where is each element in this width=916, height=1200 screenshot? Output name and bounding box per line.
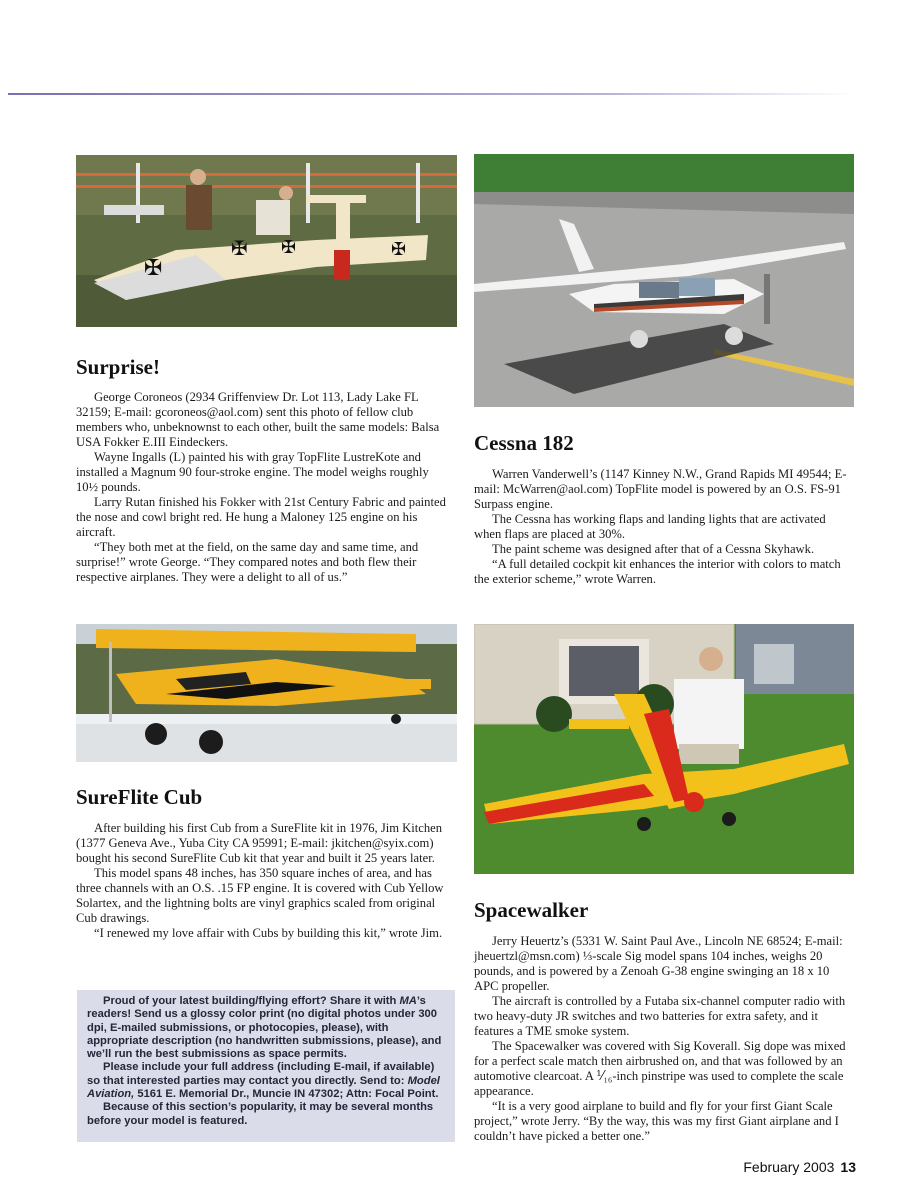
svg-text:✠: ✠ — [391, 239, 407, 260]
paragraph: The Spacewalker was covered with Sig Koverall. Sig dope was mixed for a perfect scale match then airbrushed on, and that was followed by an automotive clearcoat. A ⅟₁₆-inch pinstripe was used to complete the scale appearance. — [474, 1039, 846, 1098]
article-title-spacewalker: Spacewalker — [474, 898, 589, 922]
page-footer — [743, 1159, 856, 1175]
photo-spacewalker — [474, 624, 854, 874]
article-body-surprise — [76, 390, 452, 585]
paragraph: George Coroneos (2934 Griffenview Dr. Lot 113, Lady Lake FL 32159; E-mail: gcoroneos@aol.com) sent this photo of fellow club members who, unbeknownst to each other, built the same models: Balsa USA Fokker E.III Eindeckers. — [76, 390, 440, 449]
header-rule — [8, 93, 856, 95]
article-title-cessna-182: Cessna 182 — [474, 431, 574, 455]
paragraph: Warren Vanderwell’s (1147 Kinney N.W., Grand Rapids MI 49544; E-mail: McWarren@aol.com) TopFlite model is powered by an O.S. FS-91 Surpass engine. — [474, 467, 847, 511]
article-body-sureflite-cub — [76, 821, 452, 941]
paragraph: “I renewed my love affair with Cubs by building this kit,” wrote Jim. — [94, 926, 443, 940]
paragraph: Wayne Ingalls (L) painted his with gray TopFlite LustreKote and installed a Magnum 90 four-stroke engine. The model weighs roughly 10½ pounds. — [76, 450, 429, 494]
paragraph: “A full detailed cockpit kit enhances the interior with colors to match the exterior scheme,” wrote Warren. — [474, 557, 841, 586]
article-title-surprise: Surprise! — [76, 355, 160, 379]
submission-address-paragraph: Please include your full address (including E-mail, if available) so that interested parties may contact you directly. Send to: Model Aviation, 5161 E. Memorial Dr., Muncie IN 47302; Attn: Focal Point. — [87, 1061, 440, 1101]
paragraph: “They both met at the field, on the same day and same time, and surprise!” wrote George. “They compared notes and both flew their respective airplanes. They were a delight to all of us.” — [76, 540, 419, 584]
paragraph: The paint scheme was designed after that of a Cessna Skyhawk. — [492, 542, 815, 556]
page-number: 13 — [840, 1159, 856, 1175]
article-body-cessna-182 — [474, 467, 852, 587]
svg-text:✠: ✠ — [144, 256, 163, 281]
submission-info-box — [77, 990, 455, 1142]
photo-sureflite-cub — [76, 624, 457, 762]
submission-paragraph: Proud of your latest building/flying effort? Share it with MA’s readers! Send us a glossy color print (no digital photos under 300 dpi, E-mailed submissions, or photocopies, please), with appropriate description (no handwritten submissions, please), and we’ll run the best submissions as space permits. — [87, 995, 442, 1061]
svg-text:✠: ✠ — [231, 236, 248, 260]
article-title-sureflite-cub: SureFlite Cub — [76, 785, 203, 809]
paragraph: Jerry Heuertz’s (5331 W. Saint Paul Ave., Lincoln NE 68524; E-mail: jheuertzl@msn.com) ⅓-scale Sig model spans 104 inches, weighs 20 pounds, and is powered by a Zenoah G-38 engine swinging an 18 x 10 APC propeller. — [474, 934, 843, 993]
photo-fokker-eindeckers — [76, 155, 457, 327]
paragraph: The aircraft is controlled by a Futaba six-channel computer radio with two heavy-duty JR switches and two batteries for extra safety, and it features a TME smoke system. — [474, 994, 846, 1038]
paragraph: The Cessna has working flaps and landing lights that are activated when flaps are placed at 30%. — [474, 512, 826, 541]
paragraph: This model spans 48 inches, has 350 square inches of area, and has three channels with an O.S. .15 FP engine. It is covered with Cub Yellow Solartex, and the lightning bolts are vinyl graphics scaled from original Cub drawings. — [76, 866, 444, 925]
popularity-note: Because of this section’s popularity, it may be several months before your model is featured. — [87, 1101, 434, 1127]
paragraph: After building his first Cub from a SureFlite kit in 1976, Jim Kitchen (1377 Geneva Ave., Yuba City CA 95991; E-mail: jkitchen@syix.com) bought his second SureFlite Cub kit that year and built it 25 years later. — [76, 821, 443, 865]
svg-text:✠: ✠ — [281, 237, 297, 258]
issue-date: February 2003 — [743, 1159, 835, 1175]
paragraph: “It is a very good airplane to build and fly for your first Giant Scale project,” wrote Jerry. “By the way, this was my first Giant airplane and I couldn’t have picked a better one.” — [474, 1099, 839, 1143]
photo-cessna-182 — [474, 154, 854, 407]
paragraph: Larry Rutan finished his Fokker with 21st Century Fabric and painted the nose and cowl bright red. He hung a Maloney 125 engine on his aircraft. — [76, 495, 446, 539]
article-body-spacewalker — [474, 934, 852, 1144]
